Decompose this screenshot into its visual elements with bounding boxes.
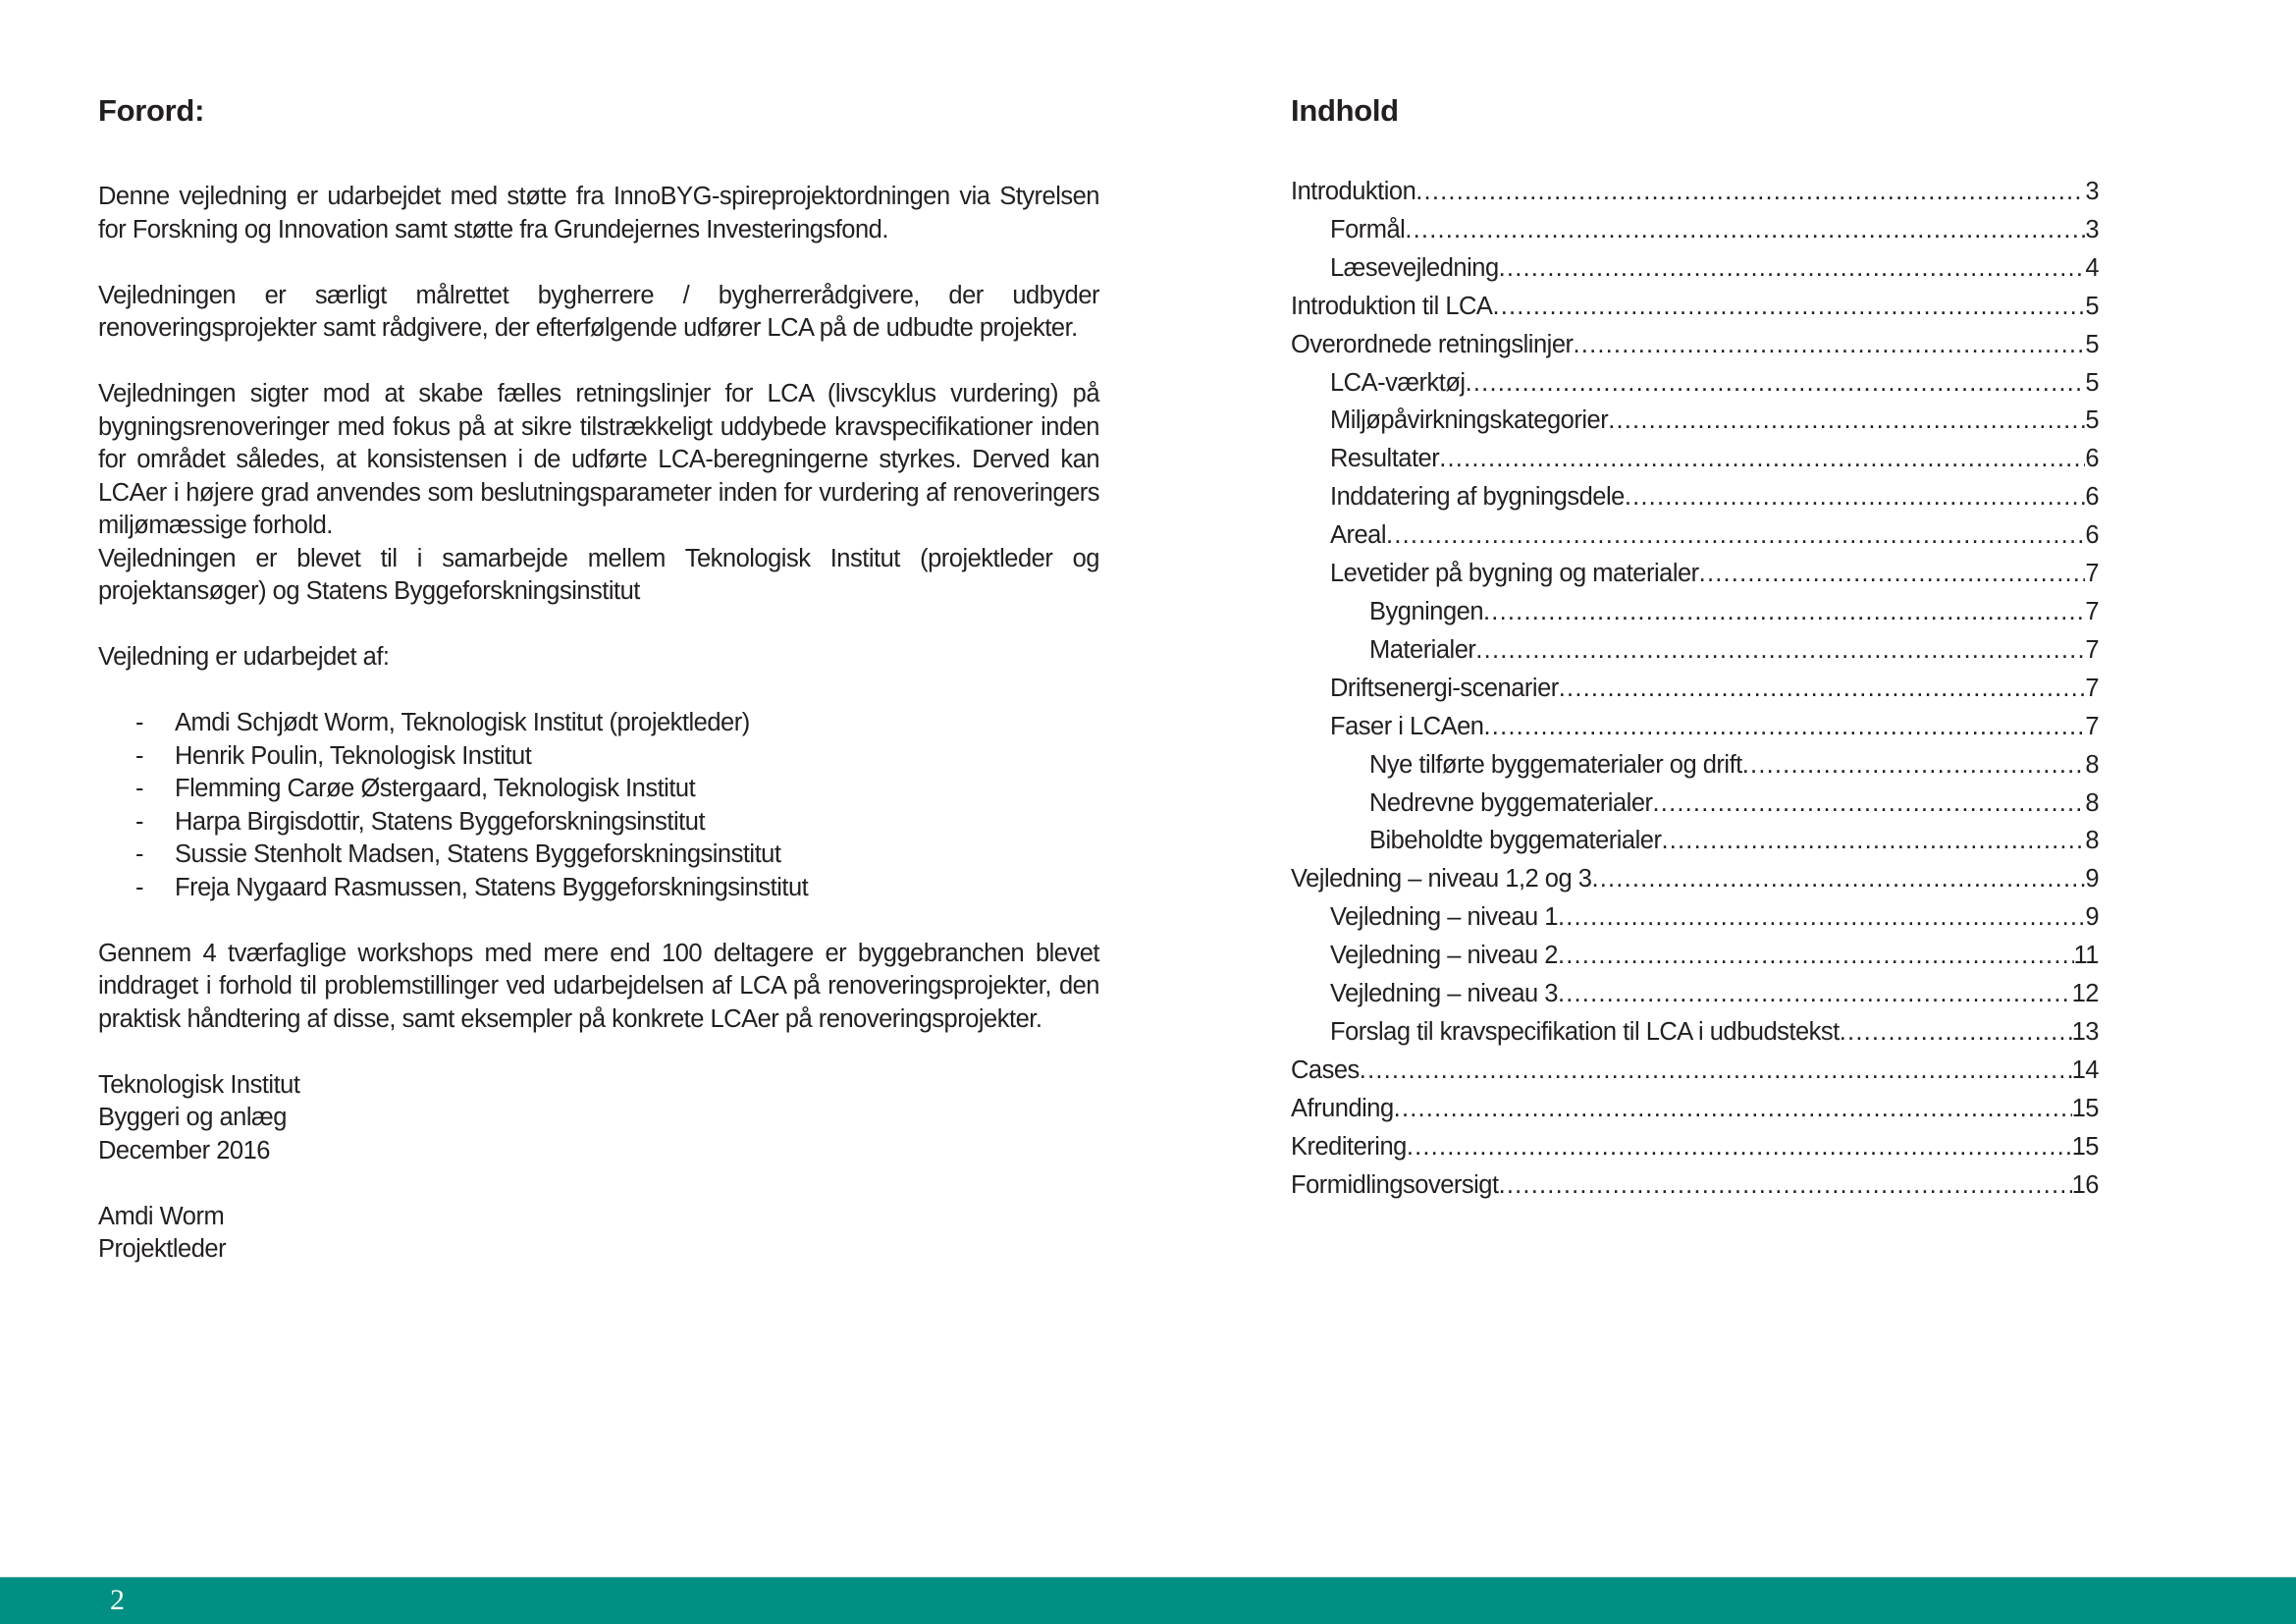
toc-dot-leader	[1625, 478, 2085, 516]
toc-entry-page-number: 3	[2085, 215, 2099, 244]
toc-entry-page-number: 9	[2085, 865, 2099, 893]
toc-dot-leader	[1840, 1013, 2072, 1052]
toc-entry[interactable]	[1291, 670, 2099, 708]
toc-entry[interactable]	[1291, 898, 2099, 937]
toc-dot-leader	[1499, 249, 2086, 288]
toc-entry-title: Formidlingsoversigt	[1291, 1170, 1499, 1199]
toc-entry-page-number: 5	[2085, 330, 2099, 358]
toc-entry-title: Levetider på bygning og materialer	[1330, 560, 1699, 588]
author-name: Freja Nygaard Rasmussen, Statens Byggeforskningsinstitut	[175, 873, 809, 901]
foreword-paragraph-purpose: Vejledningen sigter mod at skabe fælles retningslinjer for LCA (livscyklus vurdering) på bygningsrenoveringer med fokus på at sikre tilstrækkeligt uddybede kravspecifikationer inden for området således, at konsistensen i de udførte LCA-beregningerne styrkes. Derved kan LCAer i højere grad anvendes som beslutningsparameter inden for vurdering af renoveringers miljømæssige forhold.	[98, 380, 1099, 539]
toc-entry-page-number: 9	[2085, 903, 2099, 932]
toc-entry-page-number: 8	[2085, 827, 2099, 855]
author-item	[98, 773, 1099, 806]
toc-entry[interactable]	[1291, 1166, 2099, 1205]
page-number: 2	[110, 1584, 125, 1616]
toc-dot-leader	[1742, 746, 2086, 785]
toc-entry-page-number: 14	[2071, 1056, 2099, 1084]
toc-entry[interactable]	[1291, 440, 2099, 478]
toc-entry-title: Cases	[1291, 1056, 1360, 1084]
toc-entry-title: LCA-værktøj	[1330, 368, 1466, 397]
toc-entry[interactable]	[1291, 1052, 2099, 1090]
toc-dot-leader	[1608, 402, 2085, 440]
paragraph-spacer	[98, 246, 1099, 280]
author-name: Harpa Birgisdottir, Statens Byggeforskningsinstitut	[175, 807, 706, 836]
toc-dot-leader	[1558, 975, 2072, 1013]
toc-entry[interactable]	[1291, 1013, 2099, 1052]
toc-entry-title: Areal	[1330, 521, 1387, 550]
contents-heading: Indhold	[1291, 93, 1399, 128]
toc-dot-leader	[1499, 1166, 2072, 1205]
signer-title: Projektleder	[98, 1235, 227, 1263]
toc-entry-page-number: 6	[2085, 445, 2099, 473]
toc-entry-page-number: 15	[2071, 1094, 2099, 1122]
toc-entry-title: Introduktion	[1291, 178, 1416, 205]
author-name: Amdi Schjødt Worm, Teknologisk Institut (projektleder)	[175, 709, 750, 736]
toc-entry-title: Materialer	[1369, 635, 1476, 664]
paragraph-spacer	[98, 904, 1099, 938]
bullet-dash: -	[135, 840, 143, 868]
signature-department: Byggeri og anlæg	[98, 1104, 287, 1131]
toc-entry-page-number: 7	[2085, 560, 2099, 588]
toc-dot-leader	[1475, 631, 2085, 670]
toc-entry-page-number: 7	[2085, 712, 2099, 740]
toc-entry-page-number: 5	[2085, 406, 2099, 435]
bullet-dash: -	[135, 741, 143, 770]
toc-entry[interactable]	[1291, 593, 2099, 631]
toc-dot-leader	[1661, 822, 2085, 860]
toc-entry-page-number: 5	[2085, 292, 2099, 320]
foreword-heading: Forord:	[98, 93, 205, 128]
toc-entry-title: Vejledning – niveau 1	[1330, 903, 1558, 932]
toc-dot-leader	[1483, 593, 2085, 631]
toc-dot-leader	[1558, 937, 2074, 975]
toc-dot-leader	[1574, 326, 2086, 364]
toc-dot-leader	[1591, 860, 2085, 898]
signer-block	[98, 1201, 1099, 1267]
toc-entry-page-number: 5	[2085, 368, 2099, 397]
toc-dot-leader	[1559, 670, 2086, 708]
toc-entry[interactable]	[1291, 631, 2099, 670]
toc-entry-title: Afrunding	[1291, 1094, 1394, 1122]
toc-entry-title: Bibeholdte byggematerialer	[1369, 827, 1662, 855]
toc-entry[interactable]	[1291, 1128, 2099, 1166]
toc-entry[interactable]	[1291, 555, 2099, 593]
toc-dot-leader	[1558, 898, 2085, 937]
footer-band	[0, 1577, 2296, 1624]
toc-entry-title: Resultater	[1330, 445, 1440, 473]
toc-entry[interactable]	[1291, 402, 2099, 440]
toc-entry[interactable]	[1291, 1090, 2099, 1128]
toc-entry[interactable]	[1291, 822, 2099, 860]
toc-dot-leader	[1415, 173, 2085, 211]
toc-entry-title: Miljøpåvirkningskategorier	[1330, 406, 1609, 435]
toc-entry-title: Faser i LCAen	[1330, 712, 1484, 740]
toc-entry[interactable]	[1291, 249, 2099, 288]
authors-intro: Vejledning er udarbejdet af:	[98, 643, 390, 671]
foreword-paragraph-workshops: Gennem 4 tværfaglige workshops med mere end 100 deltagere er byggebranchen blevet inddraget i forhold til problemstillinger ved udarbejdelsen af LCA på renoveringsprojekter, den praktisk håndtering af disse, samt eksempler på konkrete LCAer på renoveringsprojekter.	[98, 939, 1099, 1033]
toc-entry-page-number: 15	[2071, 1132, 2099, 1161]
toc-entry[interactable]	[1291, 975, 2099, 1013]
toc-entry-title: Bygningen	[1369, 597, 1484, 625]
paragraph-spacer	[98, 346, 1099, 379]
toc-entry-title: Introduktion til LCA	[1291, 292, 1493, 320]
toc-entry-page-number: 7	[2085, 674, 2099, 702]
toc-entry-page-number: 6	[2085, 521, 2099, 550]
toc-entry-title: Kreditering	[1291, 1132, 1407, 1161]
toc-entry-page-number: 8	[2085, 750, 2099, 779]
toc-entry-title: Forslag til kravspecifikation til LCA i udbudstekst	[1330, 1017, 1840, 1046]
paragraph-spacer	[98, 1167, 1099, 1201]
toc-entry-page-number: 4	[2085, 253, 2099, 282]
foreword-body	[98, 181, 1099, 1267]
bullet-dash: -	[135, 709, 143, 736]
foreword-paragraph-funding: Denne vejledning er udarbejdet med støtte fra InnoBYG-spireprojektordningen via Styrelsen for Forskning og Innovation samt støtte fra Grundejernes Investeringsfond.	[98, 183, 1099, 244]
toc-entry[interactable]	[1291, 785, 2099, 823]
authors-list	[98, 707, 1099, 904]
toc-dot-leader	[1360, 1052, 2072, 1090]
toc-entry-title: Driftsenergi-scenarier	[1330, 674, 1559, 702]
toc-entry[interactable]	[1291, 211, 2099, 249]
bullet-dash: -	[135, 775, 143, 802]
paragraph-spacer	[98, 609, 1099, 642]
toc-entry-title: Formål	[1330, 215, 1406, 244]
foreword-paragraph-audience: Vejledningen er særligt målrettet bygherrere / bygherrerådgivere, der udbyder renoveringsprojekter samt rådgivere, der efterfølgende udfører LCA på de udbudte projekter.	[98, 281, 1099, 342]
author-name: Sussie Stenholt Madsen, Statens Byggeforskningsinstitut	[175, 840, 781, 868]
toc-entry-title: Overordnede retningslinjer	[1291, 330, 1574, 358]
toc-entry-page-number: 16	[2071, 1170, 2099, 1199]
author-item	[98, 839, 1099, 872]
toc-entry-page-number: 7	[2085, 635, 2099, 664]
toc-entry-title: Læsevejledning	[1330, 253, 1499, 282]
toc-entry-page-number: 6	[2085, 483, 2099, 512]
signature-date: December 2016	[98, 1136, 270, 1164]
toc-entry-page-number: 8	[2085, 788, 2099, 817]
toc-dot-leader	[1466, 364, 2086, 403]
author-item	[98, 806, 1099, 839]
toc-entry[interactable]	[1291, 746, 2099, 785]
toc-dot-leader	[1653, 785, 2086, 823]
toc-dot-leader	[1439, 440, 2085, 478]
foreword-section	[98, 90, 1099, 1267]
toc-dot-leader	[1699, 555, 2086, 593]
signer-name: Amdi Worm	[98, 1202, 225, 1230]
toc-entry[interactable]	[1291, 173, 2099, 211]
toc-entry-page-number: 7	[2085, 597, 2099, 625]
toc-entry-page-number: 3	[2085, 178, 2099, 205]
toc-dot-leader	[1405, 211, 2085, 249]
author-item	[98, 740, 1099, 774]
foreword-paragraph-collaboration: Vejledningen er blevet til i samarbejde mellem Teknologisk Institut (projektleder og projektansøger) og Statens Byggeforskningsinstitut	[98, 544, 1099, 605]
toc-entry-page-number: 11	[2073, 942, 2099, 970]
toc-entry[interactable]	[1291, 860, 2099, 898]
paragraph-spacer	[98, 1036, 1099, 1069]
toc-entry-title: Vejledning – niveau 2	[1330, 942, 1558, 970]
toc-dot-leader	[1484, 708, 2086, 746]
bullet-dash: -	[135, 807, 143, 836]
signature-block	[98, 1069, 1099, 1168]
toc-entry[interactable]	[1291, 288, 2099, 326]
toc-entry[interactable]	[1291, 516, 2099, 555]
toc-dot-leader	[1394, 1090, 2072, 1128]
toc-entry-title: Nye tilførte byggematerialer og drift	[1369, 750, 1742, 779]
toc-entry[interactable]	[1291, 326, 2099, 364]
toc-entry[interactable]	[1291, 708, 2099, 746]
toc-entry-title: Inddatering af bygningsdele	[1330, 483, 1625, 512]
toc-entry[interactable]	[1291, 937, 2099, 975]
toc-entry[interactable]	[1291, 364, 2099, 403]
paragraph-spacer	[98, 675, 1099, 708]
signature-organization: Teknologisk Institut	[98, 1070, 300, 1099]
toc-dot-leader	[1492, 288, 2085, 326]
bullet-dash: -	[135, 873, 143, 901]
toc-dot-leader	[1386, 516, 2085, 555]
author-name: Henrik Poulin, Teknologisk Institut	[175, 741, 532, 770]
table-of-contents	[1291, 173, 2099, 1204]
author-item	[98, 872, 1099, 905]
contents-section	[1291, 90, 2099, 1219]
toc-dot-leader	[1407, 1128, 2072, 1166]
toc-entry-title: Nedrevne byggematerialer	[1369, 788, 1653, 817]
toc-entry[interactable]	[1291, 478, 2099, 516]
toc-entry-page-number: 13	[2071, 1017, 2099, 1046]
author-item	[98, 707, 1099, 740]
author-name: Flemming Carøe Østergaard, Teknologisk Institut	[175, 775, 696, 802]
toc-entry-title: Vejledning – niveau 1,2 og 3	[1291, 865, 1592, 893]
toc-entry-page-number: 12	[2071, 980, 2099, 1008]
toc-entry-title: Vejledning – niveau 3	[1330, 980, 1558, 1008]
